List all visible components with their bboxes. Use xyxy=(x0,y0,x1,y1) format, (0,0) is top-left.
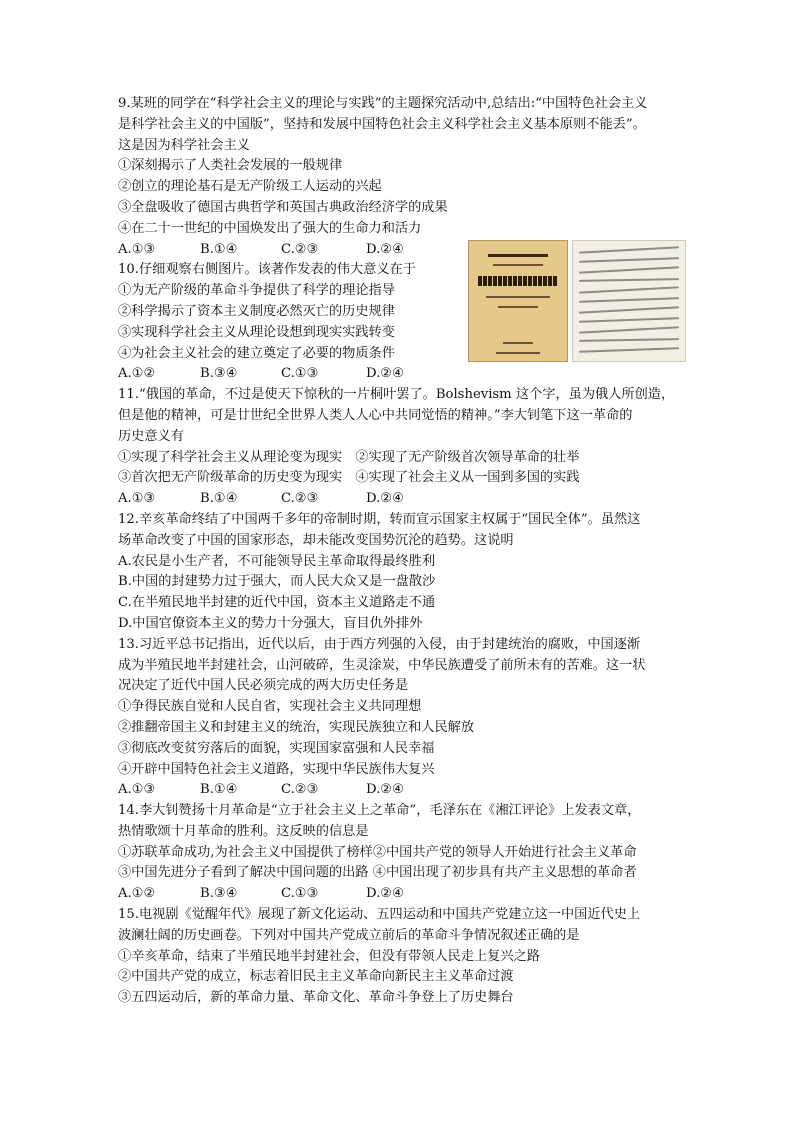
question-stem-line: 11.“俄国的革命，不过是使天下惊秋的一片桐叶罢了。Bolshevism 这个字，虽为俄人所创造， xyxy=(118,387,675,403)
choice-item: ③彻底改变贫穷落后的面貌，实现国家富强和人民幸福 xyxy=(118,740,435,756)
ink-line xyxy=(579,326,679,333)
choice-item: ③五四运动后，新的革命力量、革命文化、革命斗争登上了历史舞台 xyxy=(118,990,514,1006)
ink-line xyxy=(579,297,679,302)
option-d: D.②④ xyxy=(366,491,404,507)
cover-title-block xyxy=(478,276,558,286)
choice-item: ①实现了科学社会主义从理论变为现实 ②实现了无产阶级首次领导革命的壮举 xyxy=(118,449,580,465)
option-c: C.①③ xyxy=(281,366,319,382)
choice-item: ①争得民族自觉和人民自省，实现社会主义共同理想 xyxy=(118,699,422,715)
choice-item: ②推翻帝国主义和封建主义的统治，实现民族独立和人民解放 xyxy=(118,719,475,735)
question-stem-line: 10.仔细观察右侧图片。该著作发表的伟大意义在于 xyxy=(118,262,416,278)
question-stem-line: 这是因为科学社会主义 xyxy=(118,137,250,153)
question-stem-line: 13.习近平总书记指出，近代以后，由于西方列强的入侵，由于封建统治的腐败，中国逐渐 xyxy=(118,636,641,652)
cover-text-line xyxy=(503,342,533,344)
answer-options xyxy=(118,780,688,801)
option-a: A.①③ xyxy=(118,241,156,257)
question-9 xyxy=(118,94,688,260)
option-b: B.①④ xyxy=(200,241,238,257)
question-stem-line: 场革命改变了中国的国家形态，却未能改变国势沉沦的趋势。这说明 xyxy=(118,532,514,548)
choice-item: A.农民是小生产者，不可能领导民主革命取得最终胜利 xyxy=(118,553,436,569)
choice-item: ①辛亥革命，结束了半殖民地半封建社会，但没有带领人民走上复兴之路 xyxy=(118,948,540,964)
answer-options xyxy=(118,489,688,510)
choice-item: B.中国的封建势力过于强大，而人民大众又是一盘散沙 xyxy=(118,574,436,590)
option-b: B.①④ xyxy=(200,782,238,798)
question-stem-line: 9.某班的同学在“科学社会主义的理论与实践”的主题探究活动中,总结出:“中国特色社会主义 xyxy=(118,96,648,111)
question-stem-line: 是科学社会主义的中国版”，坚持和发展中国特色社会主义科学社会主义基本原则不能丢”。 xyxy=(118,116,646,132)
ink-line xyxy=(579,306,679,313)
option-d: D.②④ xyxy=(366,366,404,382)
option-c: C.②③ xyxy=(281,241,319,257)
option-a: A.①② xyxy=(118,886,156,902)
question-stem-line: 热情歌颂十月革命的胜利。这反映的信息是 xyxy=(118,823,369,839)
option-d: D.②④ xyxy=(366,886,404,902)
choice-item: C.在半殖民地半封建的近代中国，资本主义道路走不通 xyxy=(118,595,436,611)
cover-text-line xyxy=(496,352,540,354)
option-c: C.②③ xyxy=(281,782,319,798)
option-d: D.②④ xyxy=(366,241,404,257)
question-stem-line: 14.李大钊赞扬十月革命是“立于社会主义上之革命”，毛泽东在《湘江评论》上发表文章， xyxy=(118,803,641,819)
choice-item: ④在二十一世纪的中国焕发出了强大的生命力和活力 xyxy=(118,220,422,236)
ink-line xyxy=(579,347,679,352)
option-d: D.②④ xyxy=(366,782,404,798)
choice-item: ②创立的理论基石是无产阶级工人运动的兴起 xyxy=(118,179,382,195)
handwritten-manuscript-image xyxy=(572,240,686,362)
question-12 xyxy=(118,510,688,635)
book-cover-image xyxy=(468,240,568,362)
question-14 xyxy=(118,801,688,905)
choice-item: ②科学揭示了资本主义制度必然灭亡的历史规律 xyxy=(118,303,395,319)
choice-item: D.中国官僚资本主义的势力十分强大，盲目仇外排外 xyxy=(118,615,423,631)
question-stem-line: 历史意义有 xyxy=(118,428,184,444)
option-a: A.①③ xyxy=(118,782,156,798)
question-13 xyxy=(118,635,688,801)
cover-text-line xyxy=(486,296,550,298)
ink-line xyxy=(579,338,679,342)
choice-item: ①苏联革命成功,为社会主义中国提供了榜样②中国共产党的领导人开始进行社会主义革命 xyxy=(118,844,637,860)
question-stem-line: 但是他的精神，可是廿世纪全世界人类人人心中共同觉悟的精神。”李大钊笔下这一革命的 xyxy=(118,407,633,423)
question-stem-line: 12.辛亥革命终结了中国两千多年的帝制时期，转而宣示国家主权属于“国民全体”。虽然这 xyxy=(118,511,641,527)
choice-item: ①为无产阶级的革命斗争提供了科学的理论指导 xyxy=(118,283,395,299)
option-a: A.①③ xyxy=(118,491,156,507)
choice-item: ③首次把无产阶级革命的历史变为现实 ④实现了社会主义从一国到多国的实践 xyxy=(118,470,580,486)
ink-line xyxy=(579,317,679,322)
cover-text-line xyxy=(498,306,538,308)
option-c: C.①③ xyxy=(281,886,319,902)
question-stem-line: 况决定了近代中国人民必须完成的两大历史任务是 xyxy=(118,678,409,694)
question-stem-line: 成为半殖民地半封建社会，山河破碎，生灵涂炭，中华民族遭受了前所未有的苦难。这一状 xyxy=(118,657,646,673)
option-b: B.③④ xyxy=(200,366,238,382)
ink-line xyxy=(579,278,679,282)
ink-line xyxy=(579,266,679,273)
ink-line xyxy=(579,246,679,253)
option-c: C.②③ xyxy=(281,491,319,507)
ink-line xyxy=(579,286,679,293)
choice-item: ③实现科学社会主义从理论设想到现实实践转变 xyxy=(118,324,395,340)
question-15 xyxy=(118,905,688,1009)
manifesto-figure xyxy=(468,240,686,362)
question-11 xyxy=(118,385,688,510)
option-b: B.①④ xyxy=(200,491,238,507)
option-a: A.①② xyxy=(118,366,156,382)
answer-options xyxy=(118,364,688,385)
choice-item: ②中国共产党的成立，标志着旧民主主义革命向新民主主义革命过渡 xyxy=(118,969,514,985)
cover-rule xyxy=(488,254,548,257)
question-stem-line: 波澜壮阔的历史画卷。下列对中国共产党成立前后的革命斗争情况叙述正确的是 xyxy=(118,927,580,943)
cover-text-line xyxy=(493,264,543,266)
question-stem-line: 15.电视剧《觉醒年代》展现了新文化运动、五四运动和中国共产党建立这一中国近代史上 xyxy=(118,907,641,923)
choice-item: ③全盘吸收了德国古典哲学和英国古典政治经济学的成果 xyxy=(118,199,448,215)
choice-item: ①深刻揭示了人类社会发展的一般规律 xyxy=(118,158,343,174)
ink-line xyxy=(579,257,679,262)
choice-item: ④为社会主义社会的建立奠定了必要的物质条件 xyxy=(118,345,395,361)
choice-item: ④开辟中国特色社会主义道路，实现中华民族伟大复兴 xyxy=(118,761,435,777)
option-b: B.③④ xyxy=(200,886,238,902)
exam-page xyxy=(118,94,688,1009)
choice-item: ③中国先进分子看到了解决中国问题的出路 ④中国出现了初步具有共产主义思想的革命者 xyxy=(118,865,637,881)
answer-options xyxy=(118,884,688,905)
